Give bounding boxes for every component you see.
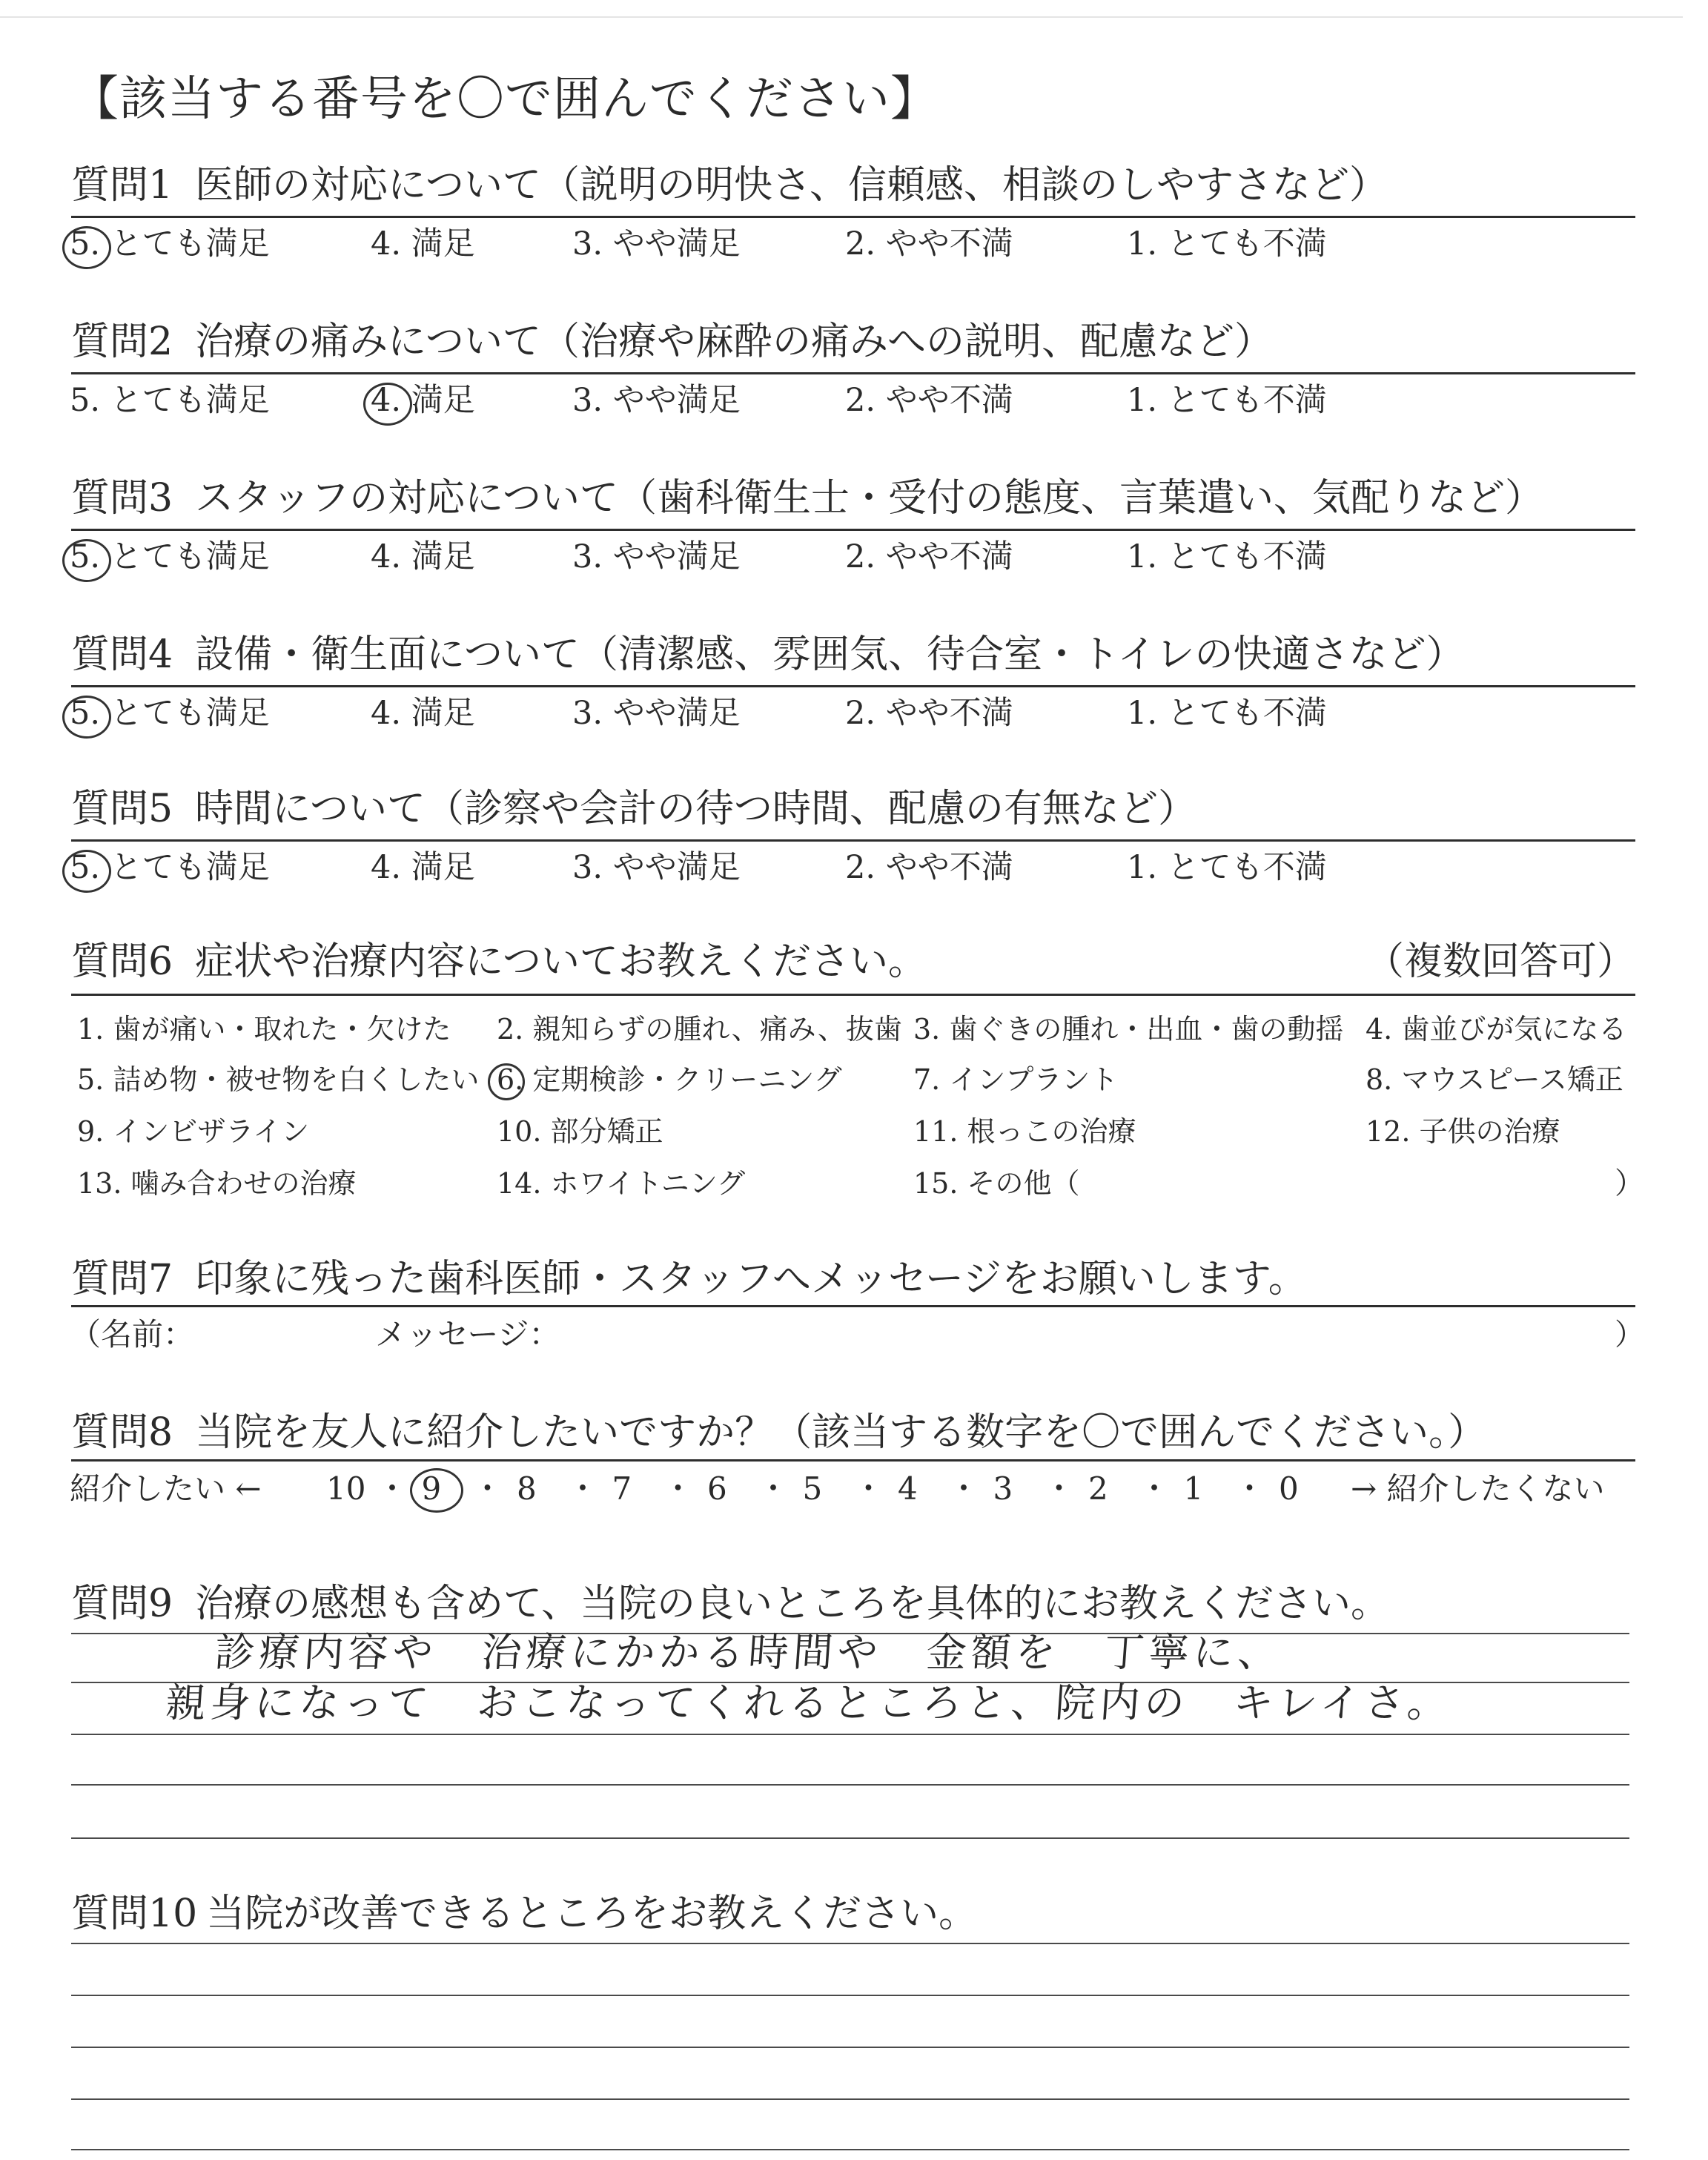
- q2-heading: [71, 316, 1273, 368]
- q10-writing-line: [71, 2098, 1629, 2100]
- q6-option[interactable]: 9. インビザライン: [77, 1115, 310, 1148]
- q6-option[interactable]: 1. 歯が痛い・取れた・欠けた: [77, 1013, 451, 1046]
- q6-multiple-note: （複数回答可）: [1366, 939, 1636, 984]
- selection-circle: [363, 383, 412, 426]
- q10-writing-line: [71, 2149, 1629, 2150]
- q7-text: 印象に残った歯科医師・スタッフへメッセージをお願いします。: [195, 1257, 1307, 1301]
- q8-scale-separator: ・: [853, 1470, 884, 1507]
- q5-option[interactable]: 3. やや満足: [572, 849, 741, 886]
- q8-rule: [71, 1459, 1635, 1462]
- q5-option[interactable]: 2. やや不満: [845, 849, 1013, 886]
- q6-option[interactable]: 5. 詰め物・被せ物を白くしたい: [77, 1063, 480, 1096]
- q2-rule: [71, 372, 1635, 374]
- q8-scale-separator: ・: [567, 1470, 599, 1507]
- q1-number: 質問1: [71, 163, 173, 208]
- q1-text: 医師の対応について（説明の明快さ、信頼感、相談のしやすさなど）: [195, 163, 1388, 208]
- q4-option[interactable]: 2. やや不満: [845, 695, 1013, 732]
- q1-option[interactable]: 4. 満足: [371, 225, 475, 262]
- q8-scale-value[interactable]: 1: [1183, 1470, 1204, 1507]
- q8-number: 質問8: [71, 1410, 173, 1455]
- q9-text: 治療の感想も含めて、当院の良いところを具体的にお教えください。: [195, 1582, 1390, 1626]
- q7-message-label: メッセージ：: [375, 1316, 560, 1353]
- q3-rule: [71, 529, 1635, 531]
- q8-scale-separator: ・: [948, 1470, 980, 1507]
- q8-scale-separator: ・: [1139, 1470, 1171, 1507]
- q5-option[interactable]: 1. とても不満: [1127, 849, 1327, 886]
- q8-scale-value[interactable]: 7: [612, 1470, 632, 1507]
- q4-option[interactable]: 1. とても不満: [1127, 695, 1327, 732]
- q6-option[interactable]: 15. その他（: [913, 1167, 1080, 1200]
- q10-writing-line: [71, 1943, 1629, 1944]
- q1-option[interactable]: 5. とても満足: [70, 225, 270, 262]
- q4-option[interactable]: 3. やや満足: [572, 695, 741, 732]
- q2-option[interactable]: 1. とても不満: [1127, 382, 1327, 419]
- q2-text: 治療の痛みについて（治療や麻酔の痛みへの説明、配慮など）: [195, 320, 1274, 364]
- q9-writing-line: [71, 1837, 1629, 1839]
- q8-scale-separator: ・: [662, 1470, 694, 1507]
- q5-option[interactable]: 4. 満足: [371, 849, 475, 886]
- q6-option[interactable]: 14. ホワイトニング: [497, 1167, 746, 1200]
- q8-left-label: 紹介したい ←: [70, 1470, 262, 1507]
- q8-scale-value[interactable]: 4: [898, 1470, 918, 1507]
- q2-number: 質問2: [71, 320, 173, 364]
- q9-number: 質問9: [71, 1582, 173, 1626]
- q6-option[interactable]: 12. 子供の治療: [1366, 1115, 1560, 1148]
- q6-option[interactable]: 7. インプラント: [913, 1063, 1119, 1096]
- q8-scale-value[interactable]: 2: [1088, 1470, 1108, 1507]
- q8-scale-separator: ・: [1043, 1470, 1075, 1507]
- selection-circle: [62, 696, 111, 739]
- q2-option[interactable]: 4. 満足: [371, 382, 475, 419]
- q5-number: 質問5: [71, 787, 173, 831]
- q8-scale-separator: ・: [377, 1470, 408, 1507]
- q8-scale-separator: ・: [758, 1470, 790, 1507]
- q7-heading: [71, 1253, 1307, 1305]
- q6-option[interactable]: 8. マウスピース矯正: [1366, 1063, 1623, 1096]
- selection-circle: [62, 539, 111, 582]
- q10-number: 質問10: [71, 1892, 198, 1936]
- q6-text: 症状や治療内容についてお教えください。: [195, 939, 927, 984]
- q8-scale-value[interactable]: 9: [421, 1470, 442, 1507]
- q4-option[interactable]: 5. とても満足: [70, 695, 270, 732]
- q8-scale-value[interactable]: 8: [517, 1470, 537, 1507]
- q10-text: 当院が改善できるところをお教えください。: [206, 1892, 978, 1936]
- q9-handwritten-answer-line: 診療内容や 治療にかかる時間や 金額を 丁寧に、: [213, 1629, 1284, 1676]
- q8-scale-separator: ・: [1234, 1470, 1265, 1507]
- q3-option[interactable]: 1. とても不満: [1127, 538, 1327, 575]
- q8-scale-value[interactable]: 10: [326, 1470, 366, 1507]
- q6-number: 質問6: [71, 939, 173, 984]
- q7-name-label: （名前：: [70, 1316, 195, 1353]
- q4-heading: [71, 629, 1464, 681]
- q8-right-label: → 紹介したくない: [1351, 1470, 1605, 1507]
- q2-option[interactable]: 3. やや満足: [572, 382, 741, 419]
- q6-option[interactable]: 10. 部分矯正: [497, 1115, 663, 1148]
- q4-number: 質問4: [71, 633, 173, 677]
- q8-scale-value[interactable]: 0: [1279, 1470, 1299, 1507]
- q1-option[interactable]: 1. とても不満: [1127, 225, 1327, 262]
- q9-handwritten-answer-line: 親身になって おこなってくれるところと、院内の キレイさ。: [164, 1680, 1454, 1726]
- q3-option[interactable]: 3. やや満足: [572, 538, 741, 575]
- q9-writing-line: [71, 1734, 1629, 1735]
- q2-option[interactable]: 2. やや不満: [845, 382, 1013, 419]
- q4-option[interactable]: 4. 満足: [371, 695, 475, 732]
- q5-option[interactable]: 5. とても満足: [70, 849, 270, 886]
- q3-heading: [71, 472, 1543, 524]
- q1-option[interactable]: 3. やや満足: [572, 225, 741, 262]
- top-border: [0, 16, 1683, 18]
- q8-scale-value[interactable]: 6: [707, 1470, 727, 1507]
- q6-option[interactable]: 13. 噛み合わせの治療: [77, 1167, 357, 1200]
- q2-option[interactable]: 5. とても満足: [70, 382, 270, 419]
- q5-heading: [71, 783, 1196, 835]
- q3-text: スタッフの対応について（歯科衛生士・受付の態度、言葉遣い、気配りなど）: [195, 476, 1544, 521]
- selection-circle: [488, 1063, 525, 1100]
- q4-rule: [71, 685, 1635, 687]
- q6-option[interactable]: 11. 根っこの治療: [913, 1115, 1136, 1148]
- q6-option[interactable]: 4. 歯並びが気になる: [1366, 1013, 1627, 1046]
- q6-heading: [71, 936, 1636, 988]
- q5-text: 時間について（診察や会計の待つ時間、配慮の有無など）: [195, 787, 1197, 831]
- q1-heading: [71, 159, 1388, 211]
- q10-heading: [71, 1888, 977, 1940]
- q6-option[interactable]: 2. 親知らずの腫れ、痛み、抜歯: [497, 1013, 902, 1046]
- q8-scale-value[interactable]: 5: [802, 1470, 823, 1507]
- q7-rule: [71, 1305, 1635, 1307]
- q6-option[interactable]: 3. 歯ぐきの腫れ・出血・歯の動揺: [913, 1013, 1344, 1046]
- q5-rule: [71, 839, 1635, 842]
- q3-option[interactable]: 2. やや不満: [845, 538, 1013, 575]
- q8-scale-separator: ・: [471, 1470, 503, 1507]
- q3-option[interactable]: 5. とても満足: [70, 538, 270, 575]
- selection-circle: [62, 226, 111, 269]
- page-title: 【該当する番号を〇で囲んでください】: [71, 72, 939, 127]
- q10-writing-line: [71, 2047, 1629, 2048]
- q6-option[interactable]: 6. 定期検診・クリーニング: [497, 1063, 842, 1096]
- q7-number: 質問7: [71, 1257, 173, 1301]
- q4-text: 設備・衛生面について（清潔感、雰囲気、待合室・トイレの快適さなど）: [195, 633, 1465, 677]
- q3-option[interactable]: 4. 満足: [371, 538, 475, 575]
- q6-rule: [71, 994, 1635, 996]
- q6-other-close-paren: ）: [1615, 1166, 1644, 1200]
- q8-scale-value[interactable]: 3: [993, 1470, 1013, 1507]
- q3-number: 質問3: [71, 476, 173, 521]
- q8-heading: [71, 1407, 1486, 1459]
- q9-writing-line: [71, 1784, 1629, 1786]
- selection-circle: [62, 850, 111, 893]
- q10-writing-line: [71, 1995, 1629, 1996]
- q1-option[interactable]: 2. やや不満: [845, 225, 1013, 262]
- selection-circle: [410, 1468, 463, 1513]
- q7-close-paren: ）: [1615, 1318, 1644, 1352]
- q8-text: 当院を友人に紹介したいですか？（該当する数字を〇で囲んでください。）: [195, 1410, 1487, 1455]
- q1-rule: [71, 216, 1635, 218]
